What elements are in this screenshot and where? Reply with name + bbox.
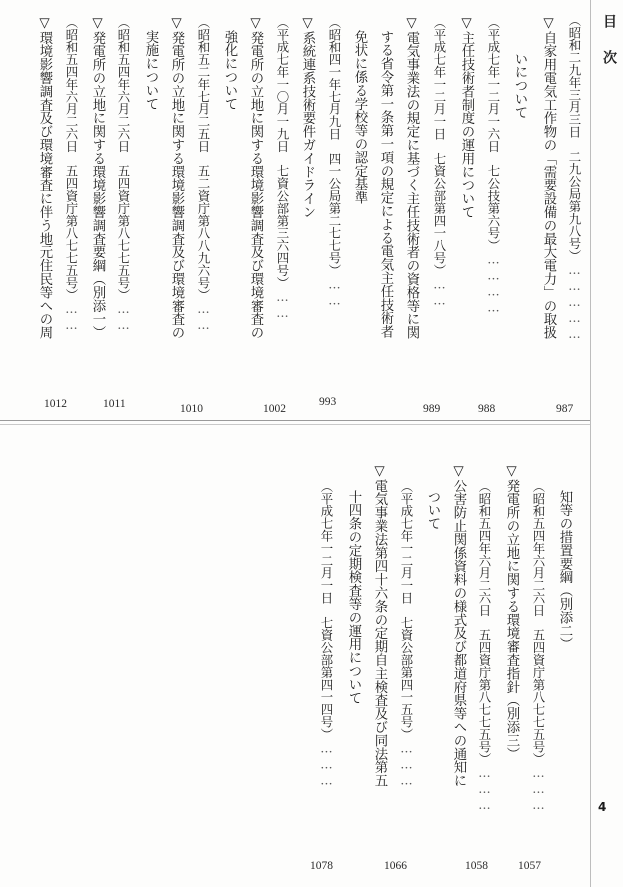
toc-entry-ref: （平成七年一二月一日 七資公部第四一四号）……… (319, 480, 334, 789)
toc-entry-ref: （昭和五四年六月二六日 五四資庁第八七七五号）…… (64, 16, 79, 334)
margin-rule (590, 0, 591, 887)
toc-entry-title: ▽発電所の立地に関する環境影響調査及び環境審査の (169, 16, 184, 340)
toc-entry-title-cont: いについて (512, 52, 527, 119)
toc-entry-title: ▽電気事業法第四十六条の定期自主検査及び同法第五 (372, 464, 387, 788)
toc-entry-title-cont: 知等の措置要綱（別添二） (557, 490, 572, 651)
toc-entry-page: 1058 (465, 860, 488, 872)
toc-entry-title-cont: ついて (425, 490, 440, 531)
page-number: 4 (598, 800, 607, 814)
toc-entry-ref: （昭和五二年七月二五日 五二資庁第八八九六号）…… (196, 16, 211, 334)
toc-entry-title-cont: 免状に係る学校等の認定基準 (352, 30, 367, 205)
toc-panel-bottom (0, 424, 590, 887)
panel-divider (0, 420, 590, 421)
toc-entry-ref: （昭和五四年六月二六日 五四資庁第八七七五号）…… (116, 16, 131, 334)
toc-entry-ref: （平成七年一二月一六日 七公技第六号）………… (486, 16, 501, 316)
toc-entry-title: ▽公害防止関係資料の様式及び都道府県等への通知に (451, 464, 466, 788)
toc-entry-title: ▽環境影響調査及び環境審査に伴う地元住民等への周 (37, 16, 52, 340)
toc-entry-page: 1010 (180, 403, 203, 415)
toc-entry-title: ▽発電所の立地に関する環境影響調査要綱（別添一） (90, 16, 105, 340)
toc-entry-ref: （昭和五四年六月二六日 五四資庁第八七七五号）……… (477, 480, 492, 814)
toc-entry-ref: （平成七年一二月一日 七資公部第四一五号）……… (399, 480, 414, 789)
toc-entry-page: 1011 (103, 398, 126, 410)
toc-entry-title-cont: 十四条の定期検査等の運用について (346, 490, 361, 705)
toc-entry-title: ▽主任技術者制度の運用について (459, 16, 474, 219)
toc-entry-ref: （昭和五四年六月二六日 五四資庁第八七七五号）……… (531, 480, 546, 814)
toc-entry-ref: （平成七年一〇月一九日 七資公部第三六四号）…… (275, 16, 290, 321)
toc-entry-ref: （平成七年一二月一日 七資公部第四一八号）…… (432, 16, 447, 309)
toc-entry-title: ▽発電所の立地に関する環境審査指針（別添三） (504, 464, 519, 761)
toc-entry-page: 1078 (310, 860, 333, 872)
toc-entry-title-cont: する省令第一条第一項の規定による電気主任技術者 (378, 30, 393, 339)
toc-entry-title-cont: 実施について (143, 30, 158, 111)
toc-entry-page: 1002 (263, 403, 286, 415)
toc-entry-page: 988 (478, 403, 496, 415)
toc-heading: 目次 (601, 14, 617, 86)
toc-entry-ref: （昭和四一年七月九日 四一公局第二七七号）…… (327, 16, 342, 309)
toc-entry-page: 993 (319, 396, 337, 408)
toc-entry-page: 989 (423, 403, 441, 415)
toc-entry-title: ▽発電所の立地に関する環境影響調査及び環境審査の (248, 16, 263, 340)
toc-panel-top (0, 0, 590, 420)
toc-entry-page: 1012 (44, 398, 67, 410)
toc-entry-title: ▽系統連系技術要件ガイドライン (300, 16, 315, 219)
toc-entry-ref: （昭和二九年三月三日 二九公局第九八号）…………… (567, 14, 582, 342)
toc-entry-page: 987 (556, 403, 574, 415)
toc-entry-page: 1066 (384, 860, 407, 872)
toc-entry-title: ▽電気事業法の規定に基づく主任技術者の資格等に関 (404, 16, 419, 340)
toc-entry-title-cont: 強化について (222, 30, 237, 111)
toc-entry-title: ▽自家用電気工作物の「需要設備の最大電力」の取扱 (541, 16, 556, 340)
toc-entry-page: 1057 (518, 860, 541, 872)
